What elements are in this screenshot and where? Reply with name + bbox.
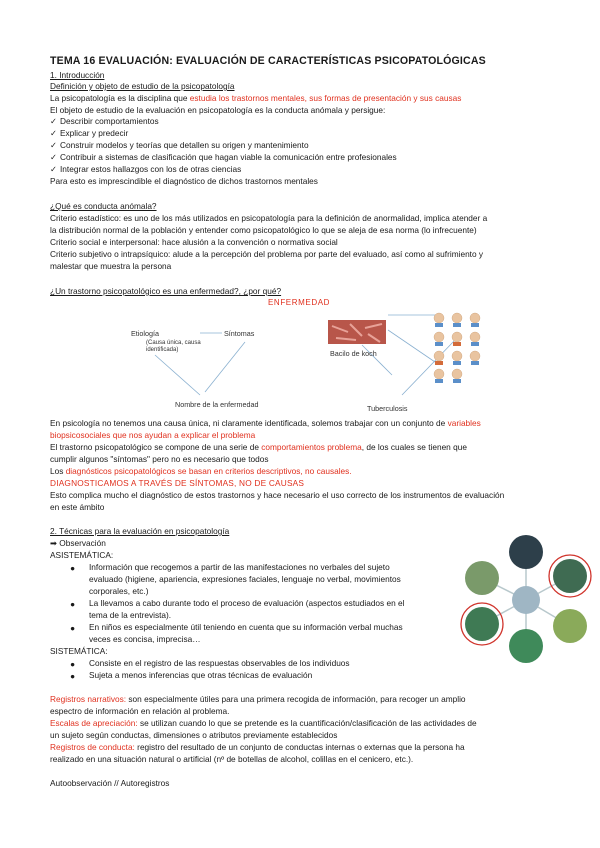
bullet-icon: ● <box>70 659 76 669</box>
asis-item-2: La llevamos a cabo durante todo el proceso de evaluación (aspectos estudiados en el <box>89 598 405 608</box>
trastorno-p5: Esto complica mucho el diagnóstico de estos trastornos y hace necesario el uso correcto de los instrumentos de evaluación <box>50 490 505 500</box>
check-item: ✓ Explicar y predecir <box>50 128 128 139</box>
bullet-icon: ● <box>70 563 76 573</box>
para-esto-line: Para esto es imprescindible el diagnóstico de dichos trastornos mentales <box>50 176 318 186</box>
bullet-icon: ● <box>70 671 76 681</box>
sis-item-2: Sujeta a menos inferencias que otras técnicas de evaluación <box>89 670 313 680</box>
asis-item-3-cont: veces es concisa, imprecisa… <box>89 634 201 644</box>
sintomas-label: Síntomas <box>224 329 255 338</box>
trastorno-p2: El trastorno psicopatológico se compone de una serie de comportamientos problema, de los cuales se tienen que <box>50 442 467 452</box>
definition-line: La psicopatología es la disciplina que estudia los trastornos mentales, sus formas de presentación y sus causas <box>50 93 462 103</box>
check-item: ✓ Integrar estos hallazgos con los de otras ciencias <box>50 164 241 175</box>
tuberculosis-label: Tuberculosis <box>367 404 408 413</box>
registros-narrativos: Registros narrativos: son especialmente útiles para una primera recogida de información, para recoger un amplio <box>50 694 466 704</box>
sistematica-label: SISTEMÁTICA: <box>50 646 108 656</box>
section-2-heading: 2. Técnicas para la evaluación en psicopatología <box>50 526 230 536</box>
arrow-icon: ➡ <box>50 538 60 548</box>
check-item: ✓ Construir modelos y teorías que detallen su origen y mantenimiento <box>50 140 309 151</box>
escalas-apreciacion: Escalas de apreciación: se utilizan cuando lo que se pretende es la cuantificación/clasificación de las actividades de <box>50 718 477 728</box>
diagram-arrow <box>155 355 200 395</box>
section-1-subheading: Definición y objeto de estudio de la psicopatología <box>50 81 235 91</box>
objeto-line: El objeto de estudio de la evaluación en psicopatología es la conducta anómala y persigue: <box>50 105 386 115</box>
trastorno-p1: En psicología no tenemos una causa única, ni claramente identificada, solemos trabajar con un conjunto de variables <box>50 418 481 428</box>
criterio-estadistico: Criterio estadístico: es uno de los más utilizados en psicopatología para la definición de anormalidad, implica atender a <box>50 213 488 223</box>
autoobservacion-line: Autoobservación // Autoregistros <box>50 778 170 788</box>
check-item: ✓ Describir comportamientos <box>50 116 159 127</box>
trastorno-p5-cont: en este ámbito <box>50 502 105 512</box>
registros-conducta: Registros de conducta: registro del resultado de un conjunto de conductas internas o externas que la persona ha <box>50 742 465 752</box>
criterio-subjetivo: Criterio subjetivo o intrapsíquico: alude a la percepción del problema por parte del evaluado, así como al sufrimiento y <box>50 249 484 259</box>
observacion-label: ➡ Observación <box>50 538 106 548</box>
page-title: TEMA 16 EVALUACIÓN: EVALUACIÓN DE CARACTERÍSTICAS PSICOPATOLÓGICAS <box>50 55 486 67</box>
enfermedad-label: ENFERMEDAD <box>268 298 331 307</box>
etiologia-label: Etiología <box>131 329 159 338</box>
etiologia-sub: (Causa única, causa <box>146 340 201 346</box>
anomala-heading: ¿Qué es conducta anómala? <box>50 201 157 211</box>
section-1-heading: 1. Introducción <box>50 70 105 80</box>
sis-item-1: Consiste en el registro de las respuestas observables de los individuos <box>89 658 350 668</box>
diagram-arrow <box>205 342 245 392</box>
nombre-enfermedad-label: Nombre de la enfermedad <box>175 400 259 409</box>
check-item: ✓ Contribuir a sistemas de clasificación que hagan viable la comunicación entre profesionales <box>50 152 397 163</box>
trastorno-heading: ¿Un trastorno psicopatológico es una enfermedad?, ¿por qué? <box>50 286 282 296</box>
registros-conducta-cont: realizado en una situación natural o artificial (nº de botellas de alcohol, colillas en el cenicero, etc.). <box>50 754 414 764</box>
trastorno-p4: DIAGNOSTICAMOS A TRAVÉS DE SÍNTOMAS, NO DE CAUSAS <box>50 478 305 488</box>
asis-item-3: En niños es especialmente útil teniendo en cuenta que su información verbal muchas <box>89 622 403 632</box>
asis-item-1-cont: corporales, etc.) <box>89 586 149 596</box>
criterio-subjetivo-cont: malestar que muestra la persona <box>50 261 172 271</box>
trastorno-p3: Los diagnósticos psicopatológicos se basan en criterios descriptivos, no causales. <box>50 466 352 476</box>
bullet-icon: ● <box>70 623 76 633</box>
etiologia-sub: identificada) <box>146 347 179 353</box>
criterio-estadistico-cont: la distribución normal de la población y entender como psicopatológico lo que se aleja de esa norma (lo infrecuente) <box>50 225 477 235</box>
trastorno-p1-cont: biopsicosociales que nos ayudan a explicar el problema <box>50 430 256 440</box>
criterio-social: Criterio social e interpersonal: hace alusión a la convención o normativa social <box>50 237 338 247</box>
asis-item-1: Información que recogemos a partir de las manifestaciones no verbales del sujeto <box>89 562 390 572</box>
diagram-arrow <box>388 330 435 362</box>
asis-item-2-cont: tema de la entrevista). <box>89 610 172 620</box>
bacilo-label: Bacilo de koch <box>330 349 377 358</box>
diagram-arrow <box>402 340 455 395</box>
registros-narrativos-cont: espectro de información en relación al problema. <box>50 706 230 716</box>
asistematica-label: ASISTEMÁTICA: <box>50 550 114 560</box>
asis-item-1-cont: evaluado (higiene, apariencia, expresiones faciales, lenguaje no verbal, movimientos <box>89 574 401 584</box>
escalas-apreciacion-cont: un sujeto según conductas, dimensiones o atributos previamente establecidos <box>50 730 338 740</box>
people-icons <box>434 313 480 383</box>
bullet-icon: ● <box>70 599 76 609</box>
trastorno-p2-cont: cumplir algunos "síntomas" pero no es necesario que todos <box>50 454 269 464</box>
bacilo-image <box>328 320 386 344</box>
observation-cycle-graphic <box>458 530 594 670</box>
